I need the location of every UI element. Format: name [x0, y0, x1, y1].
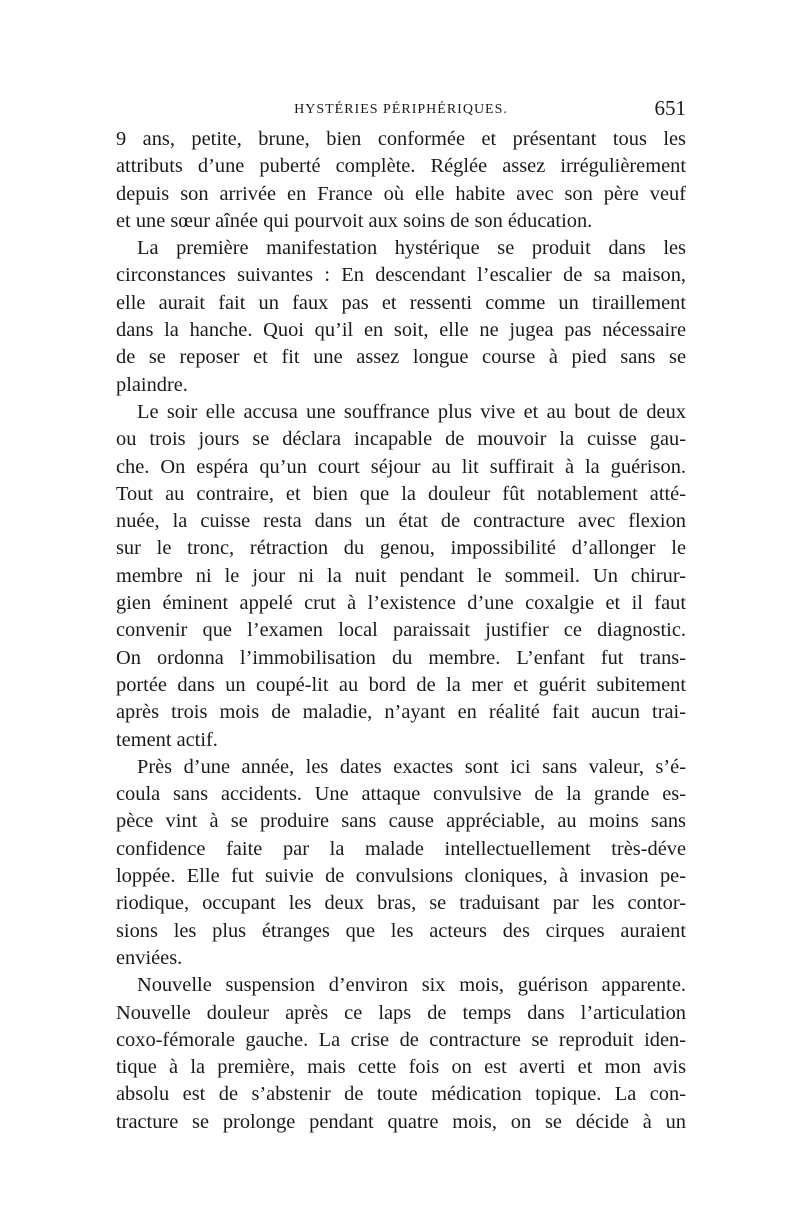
text-line: confidence faite par la malade intellectuellement très-déve — [116, 837, 686, 860]
text-line: pèce vint à se produire sans cause appréciable, au moins sans — [116, 810, 686, 833]
text-line: circonstances suivantes : En descendant l’escalier de sa maison, — [116, 264, 686, 287]
paragraph-first-line: Nouvelle suspension d’environ six mois, guérison apparente. — [137, 974, 686, 997]
text-line: enviées. — [116, 946, 183, 969]
text-line: On ordonna l’immobilisation du membre. L’enfant fut trans- — [116, 646, 686, 669]
text-line: loppée. Elle fut suivie de convulsions cloniques, à invasion pe- — [116, 865, 686, 888]
text-line: tique à la première, mais cette fois on est averti et mon avis — [116, 1056, 686, 1079]
text-line: attributs d’une puberté complète. Réglée assez irrégulièrement — [116, 155, 686, 178]
text-line: sions les plus étranges que les acteurs des cirques auraient — [116, 919, 686, 942]
paragraph-first-line: Le soir elle accusa une souffrance plus vive et au bout de deux — [137, 400, 686, 423]
paragraph-first-line: Près d’une année, les dates exactes sont ici sans valeur, s’é- — [137, 755, 686, 778]
paragraph-first-line: La première manifestation hystérique se produit dans les — [137, 237, 686, 260]
text-line: plaindre. — [116, 373, 188, 396]
text-line: nuée, la cuisse resta dans un état de contracture avec flexion — [116, 510, 686, 533]
text-line: sur le tronc, rétraction du genou, impossibilité d’allonger le — [116, 537, 686, 560]
text-line: coula sans accidents. Une attaque convulsive de la grande es- — [116, 783, 686, 806]
text-line: convenir que l’examen local paraissait justifier ce diagnostic. — [116, 619, 686, 642]
text-line: depuis son arrivée en France où elle habite avec son père veuf — [116, 182, 686, 205]
text-line: coxo-fémorale gauche. La crise de contracture se reproduit iden- — [116, 1028, 686, 1051]
text-line: dans la hanche. Quoi qu’il en soit, elle ne jugea pas nécessaire — [116, 319, 686, 342]
text-line: ou trois jours se déclara incapable de mouvoir la cuisse gau- — [116, 428, 686, 451]
text-line: che. On espéra qu’un court séjour au lit suffirait à la guérison. — [116, 455, 686, 478]
text-line: absolu est de s’abstenir de toute médication topique. La con- — [116, 1083, 686, 1106]
text-line: de se reposer et fit une assez longue course à pied sans se — [116, 346, 686, 369]
text-line: tement actif. — [116, 728, 218, 751]
text-line: tracture se prolonge pendant quatre mois, on se décide à un — [116, 1110, 686, 1133]
body-text — [116, 126, 686, 1136]
text-line: membre ni le jour ni la nuit pendant le sommeil. Un chirur- — [116, 564, 686, 587]
running-title: HYSTÉRIES PÉRIPHÉRIQUES. — [294, 102, 508, 117]
text-line: Tout au contraire, et bien que la douleur fût notablement atté- — [116, 482, 686, 505]
text-line: Nouvelle douleur après ce laps de temps dans l’articulation — [116, 1001, 686, 1024]
page-number: 651 — [654, 96, 686, 120]
text-line: riodique, occupant les deux bras, se traduisant par les contor- — [116, 892, 686, 915]
text-line: portée dans un coupé-lit au bord de la mer et guérit subitement — [116, 673, 686, 696]
running-header — [116, 96, 686, 122]
text-line: après trois mois de maladie, n’ayant en réalité fait aucun trai- — [116, 701, 686, 724]
text-line: elle aurait fait un faux pas et ressenti comme un tiraillement — [116, 291, 686, 314]
text-line: et une sœur aînée qui pourvoit aux soins de son éducation. — [116, 209, 593, 232]
text-line: 9 ans, petite, brune, bien conformée et présentant tous les — [116, 128, 686, 150]
text-line: gien éminent appelé crut à l’existence d’une coxalgie et il faut — [116, 592, 686, 615]
